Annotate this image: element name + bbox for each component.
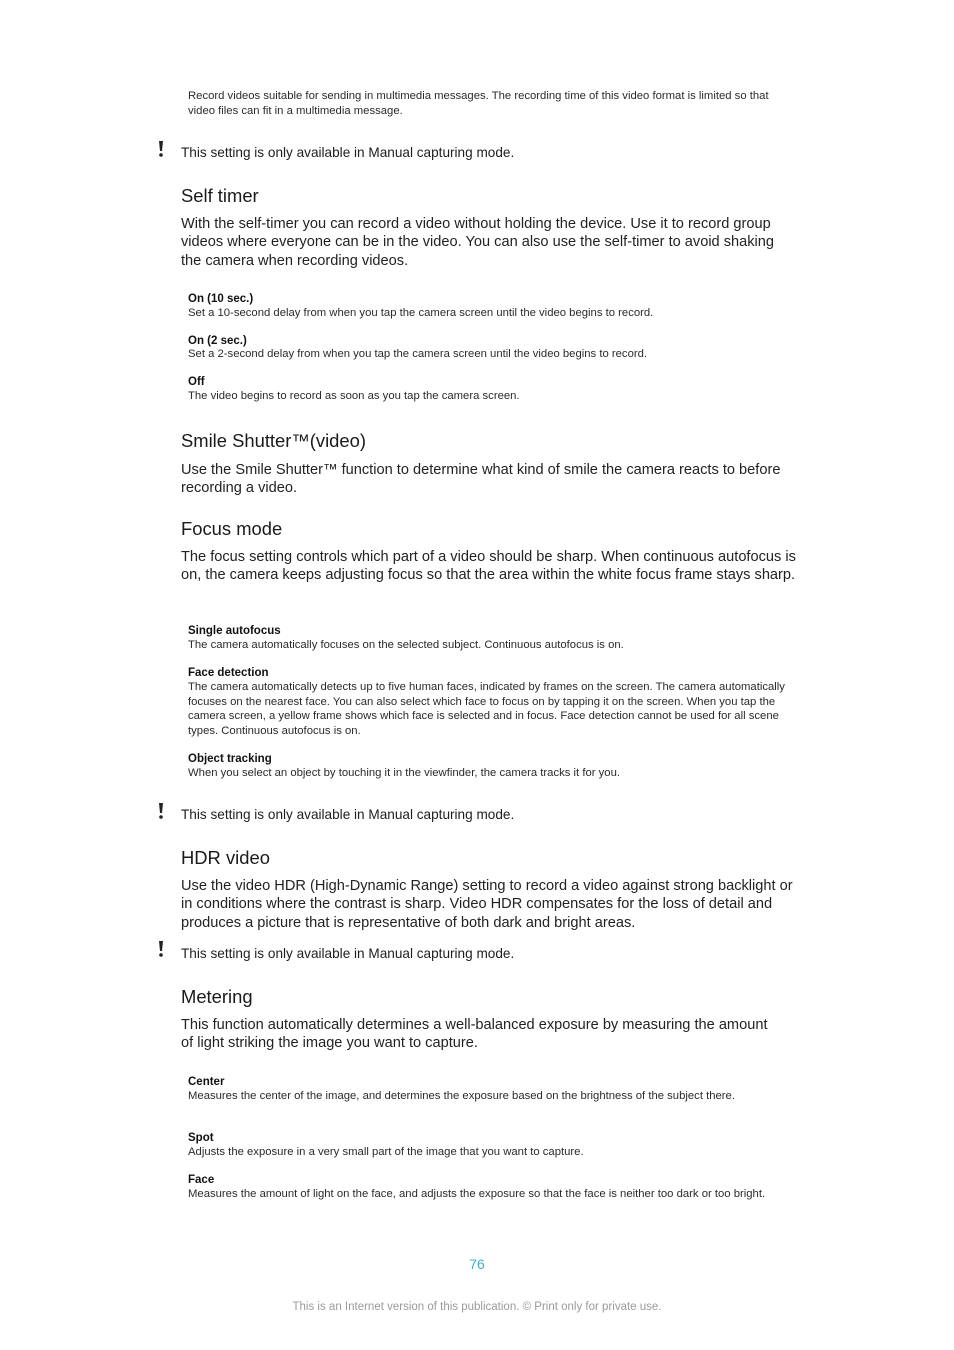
- smile-shutter-description: Use the Smile Shutter™ function to determine what kind of smile the camera reacts to before recording a video.: [181, 462, 781, 497]
- option-desc: Set a 2-second delay from when you tap the camera screen until the video begins to record.: [188, 348, 648, 360]
- option-term: Center: [188, 1076, 225, 1088]
- option-desc: The camera automatically focuses on the selected subject. Continuous autofocus is on.: [188, 639, 624, 651]
- option-term: Off: [188, 376, 205, 388]
- option-term: On (2 sec.): [188, 335, 247, 347]
- note-manual-mode: This setting is only available in Manual capturing mode.: [181, 807, 515, 822]
- metering-description: This function automatically determines a well-balanced exposure by measuring the amount of light striking the image you want to capture.: [181, 1017, 768, 1052]
- self-timer-description: With the self-timer you can record a video without holding the device. Use it to record group videos where everyone can be in the video. You can also use the self-timer to avoid shaking the camera when recording videos.: [181, 216, 775, 269]
- note-manual-mode: This setting is only available in Manual capturing mode.: [181, 946, 515, 961]
- focus-mode-description: The focus setting controls which part of a video should be sharp. When continuous autofocus is on, the camera keeps adjusting focus so that the area within the white focus frame stays sharp.: [181, 549, 796, 584]
- section-title-smile-shutter: Smile Shutter™(video): [181, 430, 366, 451]
- exclamation-icon: [155, 802, 167, 824]
- section-title-metering: Metering: [181, 986, 253, 1007]
- option-desc: The camera automatically detects up to five human faces, indicated by frames on the screen. The camera automatically focuses on the nearest face. You can also select which face to focus on by tapping it on the screen. When you tap the camera screen, a yellow frame shows which face is selected and in focus. Face detection cannot be used for all scene types. Continuous autofocus is on.: [188, 681, 785, 737]
- option-term: On (10 sec.): [188, 293, 254, 305]
- section-title-focus-mode: Focus mode: [181, 518, 283, 539]
- option-desc: Set a 10-second delay from when you tap the camera screen until the video begins to record.: [188, 307, 654, 319]
- option-desc: Measures the center of the image, and determines the exposure based on the brightness of the subject there.: [188, 1090, 735, 1102]
- exclamation-icon: [155, 940, 167, 962]
- page-number: 76: [469, 1256, 485, 1272]
- option-term: Spot: [188, 1132, 214, 1144]
- option-term: Object tracking: [188, 753, 272, 765]
- option-desc: Adjusts the exposure in a very small part of the image that you want to capture.: [188, 1146, 584, 1158]
- intro-text: Record videos suitable for sending in multimedia messages. The recording time of this video format is limited so that video files can fit in a multimedia message.: [188, 90, 769, 117]
- exclamation-icon: [155, 140, 167, 162]
- option-term: Face detection: [188, 667, 269, 679]
- page-footer: This is an Internet version of this publication. © Print only for private use.: [292, 1301, 662, 1313]
- section-title-self-timer: Self timer: [181, 185, 259, 206]
- hdr-video-description: Use the video HDR (High-Dynamic Range) setting to record a video against strong backlight or in conditions where the contrast is sharp. Video HDR compensates for the loss of detail and produces a picture that is representative of both dark and bright areas.: [181, 878, 793, 931]
- option-term: Face: [188, 1174, 215, 1186]
- option-term: Single autofocus: [188, 625, 281, 637]
- option-desc: Measures the amount of light on the face, and adjusts the exposure so that the face is neither too dark or too bright.: [188, 1188, 766, 1200]
- option-desc: When you select an object by touching it in the viewfinder, the camera tracks it for you.: [188, 767, 621, 779]
- section-title-hdr-video: HDR video: [181, 847, 270, 868]
- note-manual-mode: This setting is only available in Manual capturing mode.: [181, 145, 515, 160]
- option-desc: The video begins to record as soon as you tap the camera screen.: [188, 390, 520, 402]
